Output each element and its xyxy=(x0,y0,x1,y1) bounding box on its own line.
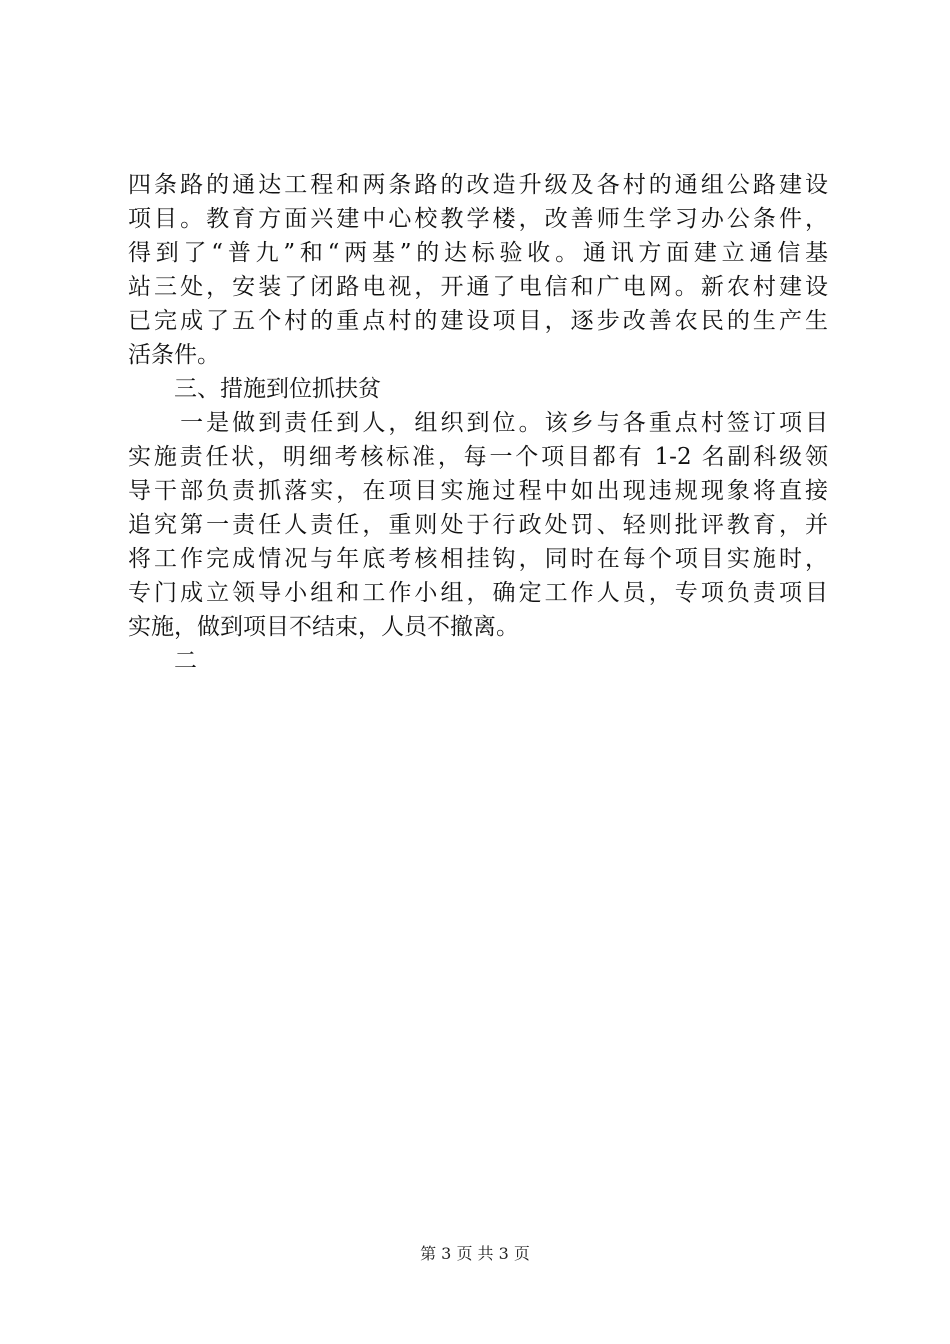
text-line: 追究第一责任人责任，重则处于行政处罚、轻则批评教育，并 xyxy=(128,512,828,538)
text-line: 得到了“普九”和“两基”的达标验收。通讯方面建立通信基 xyxy=(128,240,828,266)
page-footer: 第 3 页 共 3 页 xyxy=(420,1244,530,1263)
body-text xyxy=(128,168,828,678)
text-line: 将工作完成情况与年底考核相挂钩，同时在每个项目实施时， xyxy=(128,546,828,572)
text-line: 实施，做到项目不结束，人员不撤离。 xyxy=(128,614,519,640)
text-line: 专门成立领导小组和工作小组，确定工作人员，专项负责项目 xyxy=(128,580,828,606)
text-line: 项目。教育方面兴建中心校教学楼，改善师生学习办公条件， xyxy=(128,206,828,232)
text-line: 站三处，安装了闭路电视，开通了电信和广电网。新农村建设 xyxy=(128,274,828,300)
text-line: 四条路的通达工程和两条路的改造升级及各村的通组公路建设 xyxy=(128,172,828,198)
text-line: 导干部负责抓落实，在项目实施过程中如出现违规现象将直接 xyxy=(128,478,828,504)
text-line: 活条件。 xyxy=(128,342,220,368)
text-line: 实施责任状，明细考核标准，每一个项目都有 1-2 名副科级领 xyxy=(128,444,828,470)
text-line: 一是做到责任到人，组织到位。该乡与各重点村签订项目 xyxy=(128,410,828,436)
text-line: 二 xyxy=(128,648,197,674)
text-line: 三、措施到位抓扶贫 xyxy=(128,376,381,402)
text-line: 已完成了五个村的重点村的建设项目，逐步改善农民的生产生 xyxy=(128,308,828,334)
